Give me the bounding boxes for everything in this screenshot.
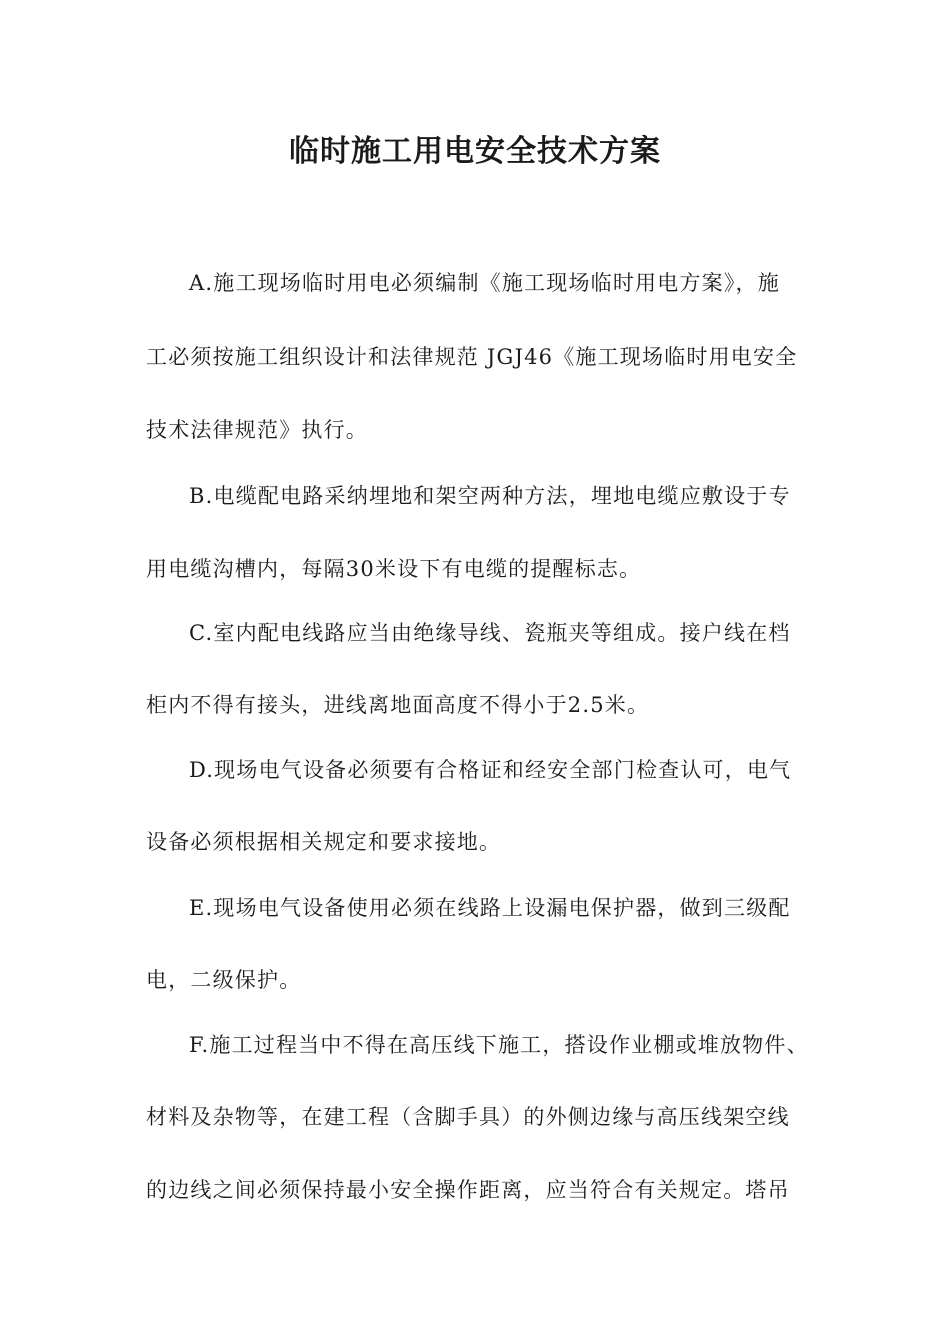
paragraph-c-line-2: 柜内不得有接头，进线离地面高度不得小于2.5米。 [146, 693, 650, 717]
paragraph-e-line-2: 电，二级保护。 [146, 968, 302, 992]
paragraph-b-line-2: 用电缆沟槽内，每隔30米设下有电缆的提醒标志。 [146, 557, 642, 581]
paragraph-e-line-1: E.现场电气设备使用必须在线路上设漏电保护器，做到三级配 [189, 896, 791, 920]
paragraph-d-line-1: D.现场电气设备必须要有合格证和经安全部门检查认可，电气 [189, 758, 792, 782]
paragraph-d-line-2: 设备必须根据相关规定和要求接地。 [146, 830, 502, 854]
document-title: 临时施工用电安全技术方案 [289, 134, 661, 169]
paragraph-b-line-1: B.电缆配电路采纳埋地和架空两种方法，埋地电缆应敷设于专 [189, 484, 791, 508]
paragraph-f-line-3: 的边线之间必须保持最小安全操作距离，应当符合有关规定。塔吊 [146, 1178, 790, 1202]
paragraph-a-line-1: A.施工现场临时用电必须编制《施工现场临时用电方案》，施 [189, 271, 780, 295]
paragraph-c-line-1: C.室内配电线路应当由绝缘导线、瓷瓶夹等组成。接户线在档 [189, 621, 791, 645]
paragraph-f-line-1: F.施工过程当中不得在高压线下施工，搭设作业棚或堆放物件、 [189, 1033, 809, 1057]
paragraph-a-line-2: 工必须按施工组织设计和法律规范 JGJ46《施工现场临时用电安全 [146, 345, 798, 369]
paragraph-a-line-3: 技术法律规范》执行。 [146, 418, 368, 442]
paragraph-f-line-2: 材料及杂物等，在建工程（含脚手具）的外侧边缘与高压线架空线 [146, 1105, 790, 1129]
